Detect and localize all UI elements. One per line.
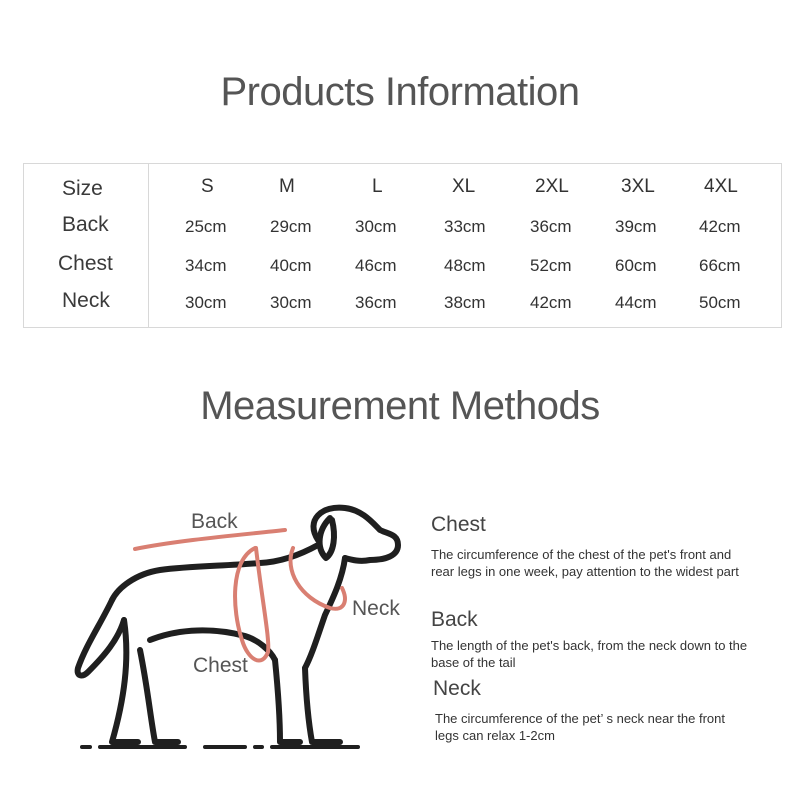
neck-cell: 50cm: [699, 293, 741, 312]
back-desc-line1: The length of the pet's back, from the neck down to the: [431, 638, 748, 653]
chest-cell: 52cm: [530, 256, 572, 275]
back-cell: 39cm: [615, 217, 657, 236]
size-header: 3XL: [621, 176, 655, 197]
chest-cell: 40cm: [270, 256, 312, 275]
row-label-size: Size: [62, 177, 103, 200]
chest-desc-line2: rear legs in one week, pay attention to the widest part: [431, 564, 739, 579]
chest-desc-line1: The circumference of the chest of the pet's front and: [431, 547, 732, 562]
neck-diagram-label: Neck: [352, 597, 400, 620]
table-divider: [148, 164, 149, 327]
chest-cell: 46cm: [355, 256, 397, 275]
back-cell: 33cm: [444, 217, 486, 236]
products-title: Products Information: [220, 70, 580, 114]
size-table: [23, 163, 782, 328]
back-cell: 30cm: [355, 217, 397, 236]
methods-title: Measurement Methods: [200, 384, 600, 428]
back-diagram-label: Back: [191, 510, 238, 533]
back-desc-line2: base of the tail: [431, 655, 516, 670]
neck-desc-line2: legs can relax 1-2cm: [435, 728, 555, 743]
neck-desc-title: Neck: [433, 677, 481, 700]
neck-cell: 30cm: [185, 293, 227, 312]
size-header: L: [372, 176, 383, 197]
back-cell: 25cm: [185, 217, 227, 236]
chest-desc-title: Chest: [431, 513, 486, 536]
back-desc-title: Back: [431, 608, 478, 631]
chest-cell: 48cm: [444, 256, 486, 275]
neck-cell: 44cm: [615, 293, 657, 312]
neck-cell: 36cm: [355, 293, 397, 312]
neck-cell: 42cm: [530, 293, 572, 312]
chest-cell: 66cm: [699, 256, 741, 275]
size-header: M: [279, 176, 295, 197]
row-label-chest: Chest: [58, 252, 113, 275]
back-cell: 42cm: [699, 217, 741, 236]
back-cell: 36cm: [530, 217, 572, 236]
size-header: 4XL: [704, 176, 738, 197]
neck-desc-line1: The circumference of the pet’ s neck near the front: [435, 711, 725, 726]
neck-cell: 30cm: [270, 293, 312, 312]
chest-diagram-label: Chest: [193, 654, 248, 677]
chest-cell: 34cm: [185, 256, 227, 275]
neck-cell: 38cm: [444, 293, 486, 312]
chest-cell: 60cm: [615, 256, 657, 275]
row-label-back: Back: [62, 213, 109, 236]
size-header: 2XL: [535, 176, 569, 197]
size-header: S: [201, 176, 214, 197]
dog-measurement-diagram: [60, 495, 420, 765]
size-header: XL: [452, 176, 476, 197]
row-label-neck: Neck: [62, 289, 110, 312]
back-cell: 29cm: [270, 217, 312, 236]
